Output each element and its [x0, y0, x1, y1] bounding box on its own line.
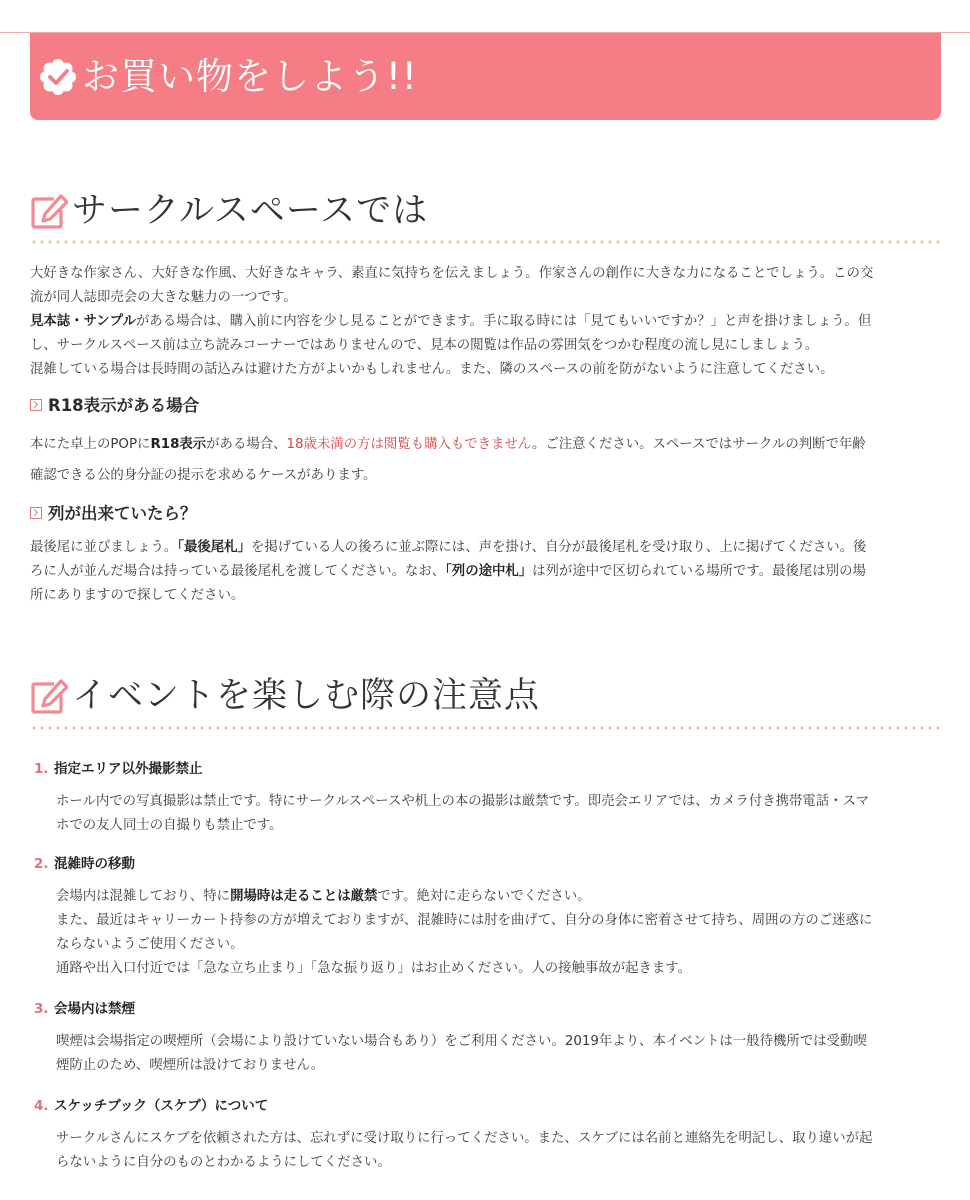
edit-icon	[30, 679, 68, 715]
section-title: イベントを楽しむ際の注意点	[72, 676, 541, 716]
page-banner	[30, 33, 941, 120]
subheading-label: R18表示がある場合	[48, 396, 200, 415]
item-heading	[30, 1095, 942, 1117]
text-line: 流が同人誌即売会の大きな魅力の一つです。	[30, 290, 297, 305]
item-title: スケッチブック（スケブ）について	[54, 1098, 269, 1114]
text-line: ホでの友人同士の自撮りも禁止です。	[56, 818, 283, 833]
section-title: サークルスペースでは	[72, 191, 429, 231]
section-heading	[30, 674, 942, 720]
text-line: し、サークルスペース前は立ち読みコーナーではありませんので、見本の閲覧は作品の雰囲気をつかむ程度の流し見にしましょう。	[30, 338, 819, 353]
section-heading	[30, 189, 942, 235]
intro-paragraph	[30, 262, 942, 382]
item-title: 会場内は禁煙	[54, 1001, 135, 1017]
text-line: 喫煙は会場指定の喫煙所（会場により設けていない場合もあり）をご利用ください。2019年より、本イベントは一般待機所では受動喫	[56, 1034, 867, 1049]
text-span: を掲げている人の後ろに並ぶ際には、声を掛け、自分が最後尾札を受け取り、上に掲げてください。後	[250, 540, 867, 555]
text-span: ろに人が並んだ場合は持っている最後尾札を渡してください。なお、	[30, 564, 446, 579]
item-body	[56, 1030, 942, 1078]
item-body	[56, 790, 942, 838]
mid-line-sign: 「列の途中札」	[445, 564, 533, 579]
dotted-divider	[30, 726, 942, 730]
text-span: がある場合は、購入前に内容を少し見ることができます。手に取る時には「見てもいいですか？」と声を掛けましょう。但	[135, 314, 872, 329]
subheading-label: 列が出来ていたら？	[48, 504, 197, 523]
text-span: 会場内は混雑しており、特に	[56, 889, 231, 904]
text-line: サークルさんにスケブを依頼された方は、忘れずに受け取りに行ってください。また、スケブには名前と連絡先を明記し、取り違いが起	[56, 1131, 873, 1146]
text-line	[30, 536, 942, 560]
subheading-r18	[30, 392, 199, 416]
text-line	[30, 310, 942, 334]
section-event-notes	[30, 674, 942, 1170]
page-title: お買い物をしよう!!	[82, 55, 418, 98]
text-line: 煙防止のため、喫煙所は設けておりません。	[56, 1058, 325, 1073]
text-line: また、最近はキャリーカート持参の方が増えておりますが、混雑時には肘を曲げて、自分の身体に密着させて持ち、周囲の方のご迷惑に	[56, 913, 873, 928]
chevron-right-icon	[30, 399, 42, 411]
item-number: 3.	[34, 1001, 49, 1017]
text-span: です。絶対に走らないでください。	[377, 889, 591, 904]
warning-text: 18歳未満の方は閲覧も購入もできません	[286, 437, 532, 452]
notice-item-4	[30, 1095, 942, 1175]
text-span: は列が途中で区切られている場所です。最後尾は別の場	[532, 564, 866, 579]
subheading-queue	[30, 500, 197, 524]
dotted-divider	[30, 240, 942, 244]
text-line	[30, 429, 942, 460]
text-span: がある場合、	[206, 437, 287, 452]
text-line: 大好きな作家さん、大好きな作風、大好きなキャラ、素直に気持ちを伝えましょう。作家さんの創作に大きな力になることでしょう。この交	[30, 266, 874, 281]
text-line: 通路や出入口付近では「急な立ち止まり」「急な振り返り」はお止めください。人の接触事故が起きます。	[56, 961, 691, 976]
check-badge-icon	[40, 59, 76, 95]
item-number: 1.	[34, 761, 49, 777]
text-span: 本にた卓上のPOPに	[30, 437, 151, 452]
last-in-line-sign: 「最後尾札」	[177, 540, 251, 555]
chevron-right-icon	[30, 507, 42, 519]
text-line	[30, 560, 942, 584]
sample-keyword: 見本誌・サンプル	[30, 314, 136, 329]
no-running-keyword: 開場時は走ることは厳禁	[230, 889, 378, 904]
item-number: 2.	[34, 856, 49, 872]
text-span: 最後尾に並びましょう。	[30, 540, 178, 555]
item-heading	[30, 998, 942, 1020]
text-span: 。ご注意ください。スペースではサークルの判断で年齢	[532, 437, 866, 452]
text-line: 混雑している場合は長時間の話込みは避けた方がよいかもしれません。また、隣のスペースの前を防がないように注意してください。	[30, 362, 834, 377]
text-line: 確認できる公的身分証の提示を求めるケースがあります。	[30, 468, 377, 483]
r18-keyword: R18表示	[150, 437, 207, 452]
text-line: らないように自分のものとわかるようにしてください。	[56, 1155, 391, 1170]
item-heading	[30, 758, 942, 780]
text-line: 所にありますので探してください。	[30, 588, 245, 603]
section-circle-space	[30, 189, 942, 603]
item-title: 混雑時の移動	[54, 856, 135, 872]
item-heading	[30, 853, 942, 875]
item-body	[56, 885, 942, 981]
item-body	[56, 1127, 942, 1175]
queue-paragraph	[30, 536, 942, 608]
r18-paragraph	[30, 429, 942, 491]
notice-item-1	[30, 758, 942, 838]
item-title: 指定エリア以外撮影禁止	[54, 761, 203, 777]
item-number: 4.	[34, 1098, 49, 1114]
text-line: ならないようご使用ください。	[56, 937, 244, 952]
text-line	[56, 885, 942, 909]
notice-item-2	[30, 853, 942, 981]
notice-item-3	[30, 998, 942, 1078]
edit-icon	[30, 194, 68, 230]
text-line: ホール内での写真撮影は禁止です。特にサークルスペースや机上の本の撮影は厳禁です。即売会エリアでは、カメラ付き携帯電話・スマ	[56, 794, 870, 809]
